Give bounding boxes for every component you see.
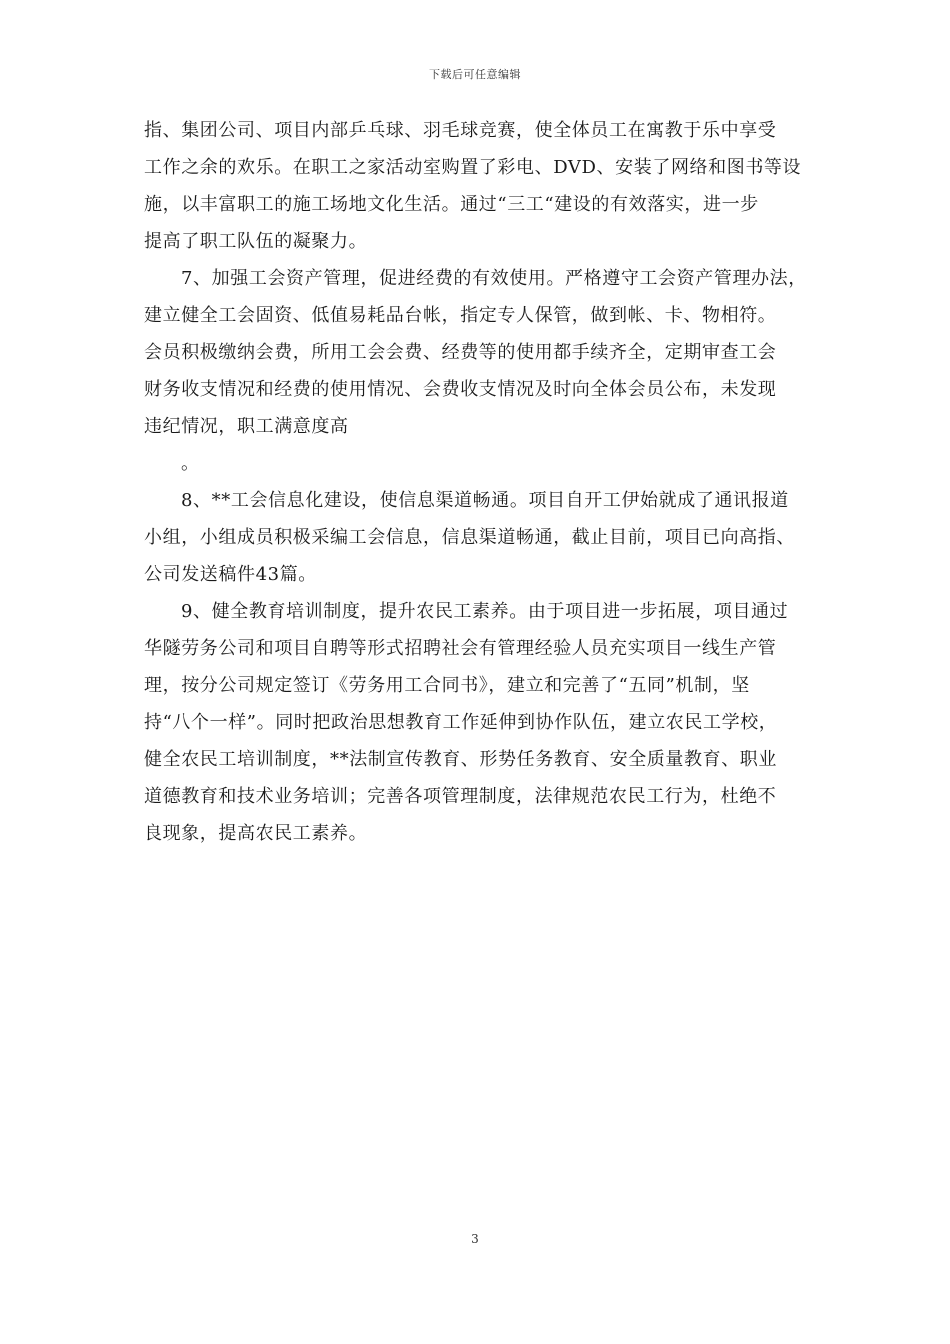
paragraph-line: 提高了职工队伍的凝聚力。 [144, 231, 368, 252]
paragraph-line: 施，以丰富职工的施工场地文化生活。通过“三工“建设的有效落实，进一步 [144, 194, 759, 215]
document-body [144, 112, 820, 852]
paragraph-line: 小组，小组成员积极采编工会信息，信息渠道畅通，截止目前，项目已向高指、 [144, 527, 795, 548]
paragraph-line: 财务收支情况和经费的使用情况、会费收支情况及时向全体会员公布，未发现 [144, 379, 777, 400]
paragraph-9 [144, 593, 820, 852]
paragraph-line: 7、加强工会资产管理，促进经费的有效使用。严格遵守工会资产管理办法， [181, 268, 807, 289]
paragraph-line: 。 [181, 453, 200, 474]
paragraph-7 [144, 260, 820, 482]
paragraph-8 [144, 482, 820, 593]
paragraph-line: 建立健全工会固资、低值易耗品台帐，指定专人保管，做到帐、卡、物相符。 [144, 305, 777, 326]
paragraph-line: 良现象，提高农民工素养。 [144, 823, 368, 844]
paragraph-1 [144, 112, 820, 260]
paragraph-line: 8、**工会信息化建设，使信息渠道畅通。项目自开工伊始就成了通讯报道 [181, 490, 789, 511]
paragraph-line: 道德教育和技术业务培训；完善各项管理制度，法律规范农民工行为，杜绝不 [144, 786, 777, 807]
page-header: 下载后可任意编辑 [429, 68, 521, 81]
paragraph-line: 公司发送稿件43篇。 [144, 564, 317, 585]
paragraph-line: 理，按分公司规定签订《劳务用工合同书》，建立和完善了“五同”机制，坚 [144, 675, 750, 696]
paragraph-line: 工作之余的欢乐。在职工之家活动室购置了彩电、DVD、安装了网络和图书等设 [144, 157, 802, 178]
paragraph-line: 持“八个一样”。同时把政治思想教育工作延伸到协作队伍，建立农民工学校， [144, 712, 778, 733]
page-number: 3 [471, 1232, 479, 1246]
paragraph-line: 9、健全教育培训制度，提升农民工素养。由于项目进一步拓展，项目通过 [181, 601, 789, 622]
paragraph-line: 华隧劳务公司和项目自聘等形式招聘社会有管理经验人员充实项目一线生产管 [144, 638, 777, 659]
paragraph-line: 指、集团公司、项目内部乒乓球、羽毛球竞赛，使全体员工在寓教于乐中享受 [144, 120, 777, 141]
paragraph-line: 违纪情况，职工满意度高 [144, 416, 349, 437]
paragraph-line: 会员积极缴纳会费，所用工会会费、经费等的使用都手续齐全，定期审查工会 [144, 342, 777, 363]
paragraph-line: 健全农民工培训制度，**法制宣传教育、形势任务教育、安全质量教育、职业 [144, 749, 777, 770]
